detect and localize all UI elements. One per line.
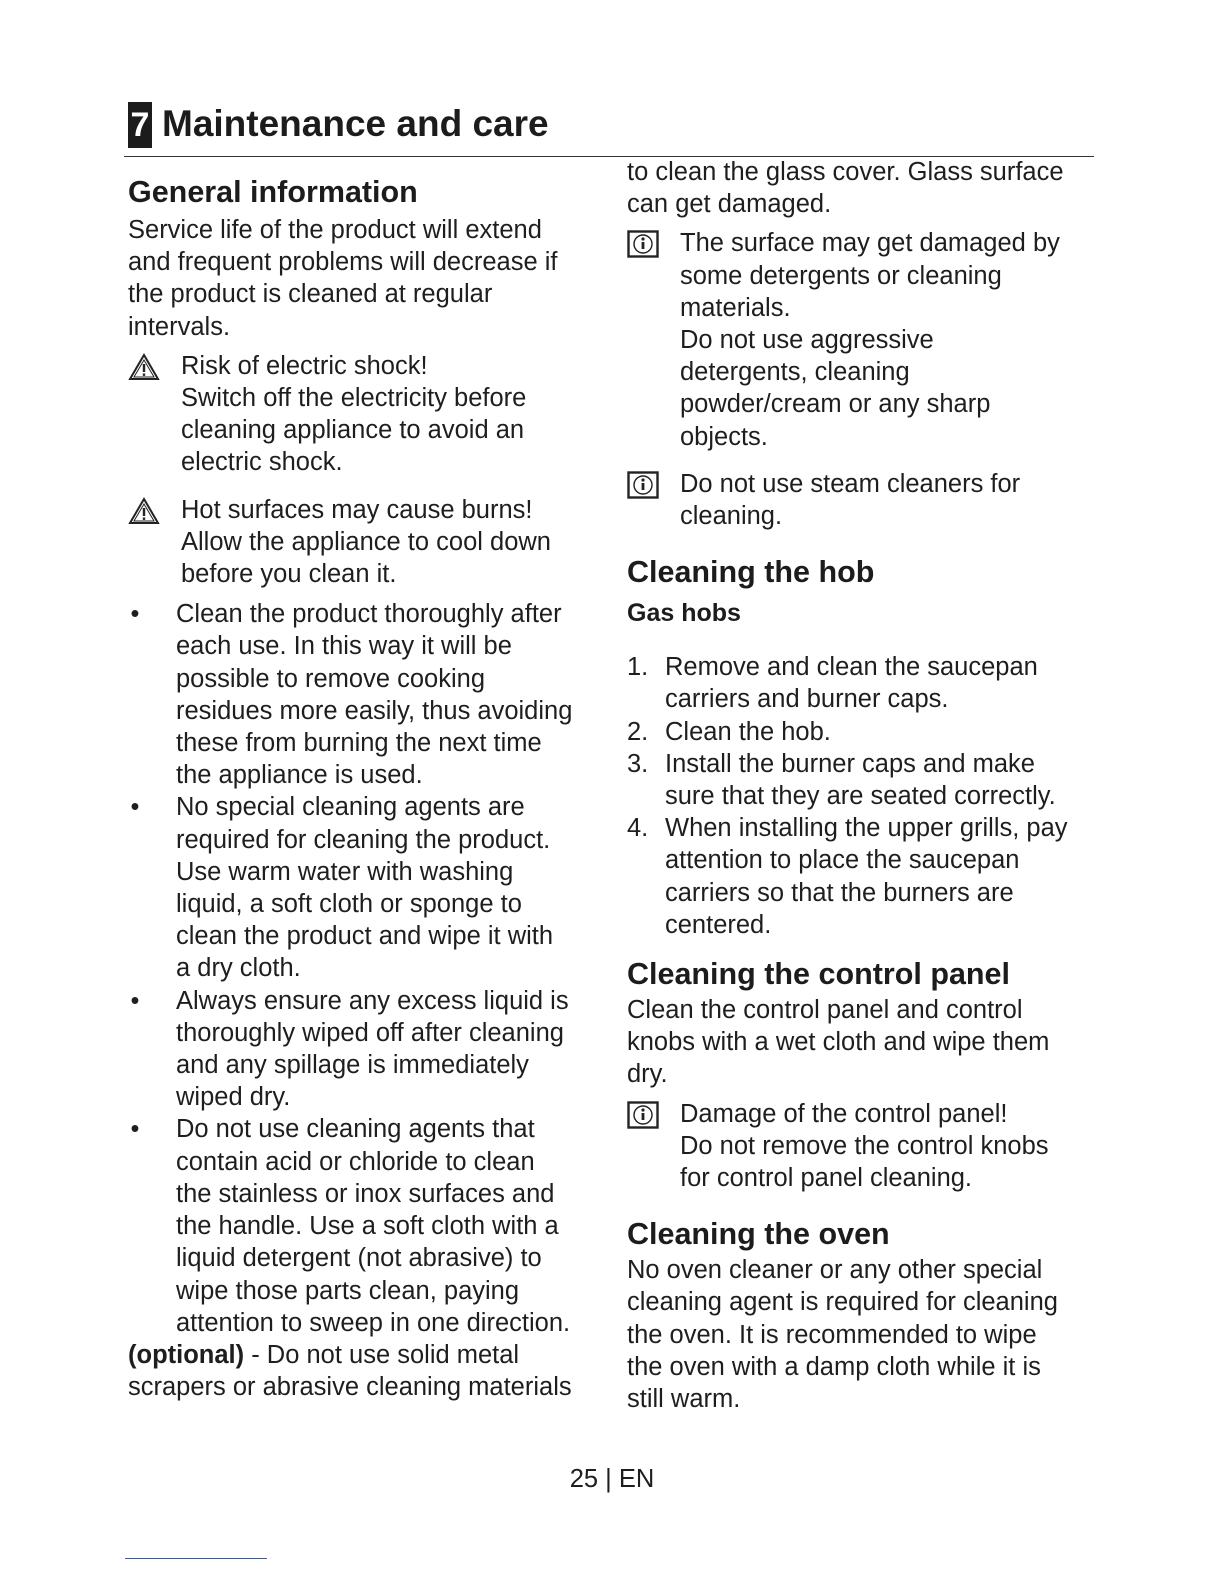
- warning-hot-surfaces: Hot surfaces may cause burns! Allow the appliance to cool down before you clean it.: [128, 494, 608, 591]
- section-heading-hob: Cleaning the hob: [627, 555, 875, 590]
- hob-steps-list: [627, 651, 1097, 941]
- list-item: • Clean the product thoroughly after each use. In this way it will be possible to remove cooking residues more easily, thus avoiding these from burning the next time the appliance is used.: [128, 598, 608, 791]
- info-icon: [627, 230, 659, 258]
- info-detergents: The surface may get damaged by some detergents or cleaning materials. Do not use aggressive detergents, cleaning powder/cream or any sharp objects.: [627, 227, 1097, 452]
- right-column: [627, 156, 1097, 1415]
- optional-label: (optional): [128, 1340, 245, 1369]
- list-item: • Always ensure any excess liquid is thoroughly wiped off after cleaning and any spillage is immediately wiped dry.: [128, 985, 608, 1114]
- warning-triangle-icon: [128, 497, 160, 525]
- control-panel-paragraph: Clean the control panel and control knobs with a wet cloth and wipe them dry.: [627, 996, 1050, 1089]
- list-item: 4. When installing the upper grills, pay attention to place the saucepan carriers so that the burners are centered.: [627, 814, 1068, 939]
- warning-triangle-icon: [128, 353, 160, 381]
- section-heading-general: General information: [128, 175, 418, 209]
- info-icon: [627, 1101, 659, 1129]
- list-item: 2. Clean the hob.: [627, 717, 831, 746]
- continued-paragraph: to clean the glass cover. Glass surface can get damaged.: [627, 158, 1064, 219]
- subheading-gas-hobs: Gas hobs: [627, 599, 741, 628]
- page-number: 25 | EN: [569, 1465, 655, 1493]
- bullet-icon: •: [130, 1115, 140, 1144]
- info-icon: [627, 471, 659, 499]
- info-steam-cleaners: Do not use steam cleaners for cleaning.: [627, 468, 1097, 532]
- intro-paragraph: Service life of the product will extend and frequent problems will decrease if the product is cleaned at regular intervals.: [128, 216, 558, 341]
- oven-paragraph: No oven cleaner or any other special cleaning agent is required for cleaning the oven. It is recommended to wipe the oven with a damp cloth while it is still warm.: [627, 1256, 1058, 1414]
- bullet-icon: •: [130, 793, 140, 822]
- section-heading-oven: Cleaning the oven: [627, 1217, 890, 1252]
- cleaning-tips-list: [128, 598, 608, 1339]
- optional-note: (optional) - Do not use solid metal scrapers or abrasive cleaning materials: [128, 1340, 572, 1402]
- list-item: • Do not use cleaning agents that contain acid or chloride to clean the stainless or inox surfaces and the handle. Use a soft cloth with a liquid detergent (not abrasive) to wipe those parts clean, paying attention to sweep in one direction.: [128, 1113, 608, 1338]
- chapter-title: Maintenance and care: [162, 103, 549, 144]
- list-item: • No special cleaning agents are required for cleaning the product. Use warm water with washing liquid, a soft cloth or sponge to clean the product and wipe it with a dry cloth.: [128, 791, 608, 984]
- warning-electric-shock: Risk of electric shock! Switch off the electricity before cleaning appliance to avoid an electric shock.: [128, 350, 608, 479]
- list-item: 1. Remove and clean the saucepan carriers and burner caps.: [627, 653, 1038, 714]
- bullet-icon: •: [130, 600, 140, 629]
- info-control-panel: Damage of the control panel! Do not remove the control knobs for control panel cleaning.: [627, 1098, 1097, 1195]
- chapter-header: [124, 98, 1094, 157]
- section-heading-control-panel: Cleaning the control panel: [627, 957, 1010, 992]
- left-column: [128, 156, 608, 1403]
- bullet-icon: •: [130, 986, 140, 1015]
- chapter-number-badge: 7: [128, 102, 152, 148]
- bottom-link-underline[interactable]: [125, 1558, 267, 1559]
- list-item: 3. Install the burner caps and make sure that they are seated correctly.: [627, 749, 1056, 811]
